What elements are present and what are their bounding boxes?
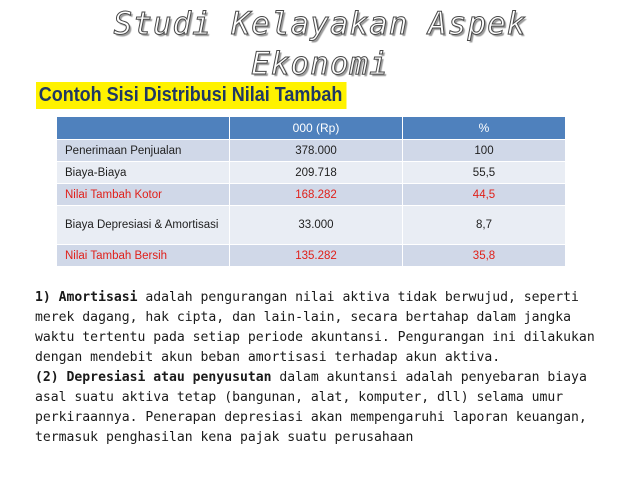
depresiasi-definition: dalam akuntansi adalah penyebaran biaya asal suatu aktiva tetap (bangunan, alat, komputer, dll) selama umur perkiraannya. Penerapan depresiasi akan mempengaruhi laporan keuangan, termasuk penghasilan kena pajak suatu perusahaan [35,370,587,445]
value-added-table [56,116,566,267]
table-header-row [57,117,566,140]
row-rp: 168.282 [230,184,403,206]
row-rp: 378.000 [230,140,403,162]
header-rp: 000 (Rp) [230,117,403,140]
table-row [57,206,566,245]
header-label [57,117,230,140]
row-label: Nilai Tambah Bersih [57,245,230,267]
row-label: Biaya-Biaya [57,162,230,184]
header-percent: % [403,117,566,140]
table-row-highlight [57,245,566,267]
table-row [57,162,566,184]
depresiasi-term: (2) Depresiasi atau penyusutan [35,370,272,385]
row-percent: 44,5 [403,184,566,206]
row-label: Penerimaan Penjualan [57,140,230,162]
row-percent: 100 [403,140,566,162]
amortisasi-definition: adalah pengurangan nilai aktiva tidak berwujud, seperti merek dagang, hak cipta, dan lain-lain, secara bertahap dalam jangka waktu tertentu pada setiap periode akuntansi. Pengurangan ini dilakukan dengan mendebit akun beban amortisasi terhadap akun aktiva. [35,290,595,365]
row-label: Biaya Depresiasi & Amortisasi [57,206,230,245]
slide-title: Studi Kelayakan Aspek Ekonomi [113,6,527,82]
table-row [57,140,566,162]
row-label: Nilai Tambah Kotor [57,184,230,206]
table-row-highlight [57,184,566,206]
row-rp: 33.000 [230,206,403,245]
amortisasi-term: 1) Amortisasi [35,290,138,305]
row-percent: 8,7 [403,206,566,245]
row-percent: 55,5 [403,162,566,184]
row-percent: 35,8 [403,245,566,267]
row-rp: 135.282 [230,245,403,267]
definitions-text [35,288,615,448]
row-rp: 209.718 [230,162,403,184]
slide-subtitle: Contoh Sisi Distribusi Nilai Tambah [36,82,347,109]
